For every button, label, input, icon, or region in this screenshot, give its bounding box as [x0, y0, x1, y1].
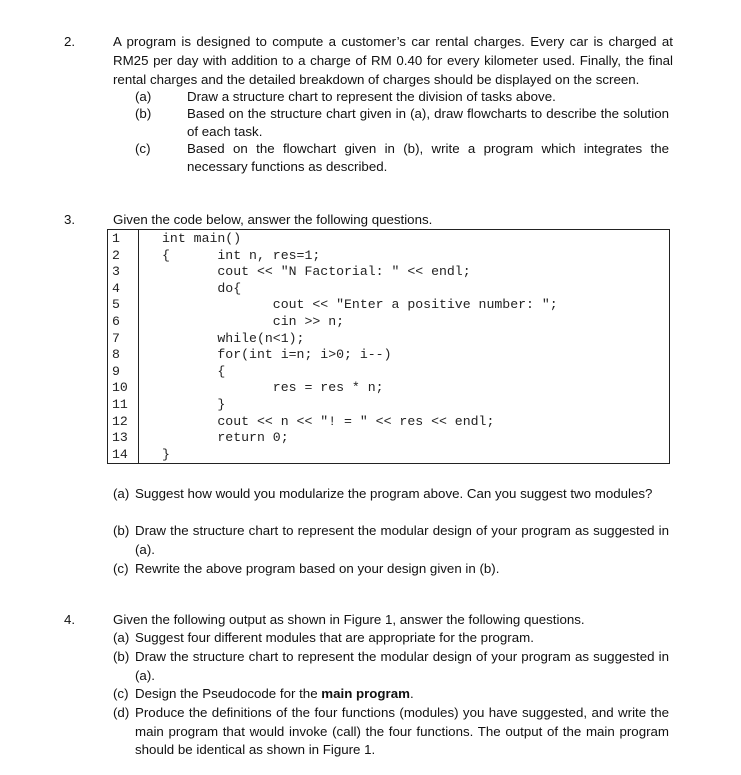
- part-label: (b): [135, 106, 152, 121]
- part-label: (b): [113, 523, 130, 538]
- line-number: 2: [112, 247, 120, 263]
- line-number: 13: [112, 430, 128, 446]
- code-line: [108, 297, 668, 314]
- question-3-number: 3.: [64, 212, 76, 227]
- part-text: Suggest how would you modularize the program above. Can you suggest two modules?: [135, 486, 653, 501]
- part-text: Based on the flowchart given in (b), write a program which integrates the necessary functions as described.: [187, 141, 669, 174]
- code-text: cout << "N Factorial: " << endl;: [162, 264, 471, 280]
- part-text: Rewrite the above program based on your design given in (b).: [135, 561, 500, 576]
- line-number: 14: [112, 446, 128, 462]
- part-text: Draw the structure chart to represent the modular design of your program as suggested in (a).: [135, 649, 669, 683]
- code-line: [108, 331, 668, 348]
- part-label: (a): [113, 630, 130, 645]
- part-text-after: .: [409, 686, 414, 701]
- code-line: [108, 248, 668, 265]
- part-label: (a): [113, 486, 130, 501]
- code-listing: [107, 229, 670, 464]
- part-label: (c): [135, 141, 151, 156]
- question-4-part-b: [113, 648, 669, 685]
- question-4-part-d: [113, 704, 669, 760]
- code-line: [108, 380, 668, 397]
- code-text: cout << "Enter a positive number: ";: [162, 297, 558, 313]
- code-line: [108, 347, 668, 364]
- part-label: (a): [135, 89, 152, 104]
- code-text: return 0;: [162, 430, 289, 446]
- part-text-before: Design the Pseudocode for the: [135, 686, 322, 701]
- part-label: (b): [113, 649, 130, 664]
- question-2-number: 2.: [64, 34, 76, 49]
- code-line: [108, 264, 668, 281]
- code-text: }: [162, 446, 170, 462]
- line-number: 9: [112, 363, 120, 379]
- code-text: cin >> n;: [162, 314, 345, 329]
- code-text: {: [162, 363, 226, 379]
- code-line: [108, 281, 668, 298]
- question-3-part-b: [113, 522, 669, 559]
- code-text: cout << n << "! = " << res << endl;: [162, 413, 495, 429]
- part-label: (c): [113, 686, 129, 701]
- line-number: 8: [112, 347, 120, 363]
- part-text: Draw the structure chart to represent the modular design of your program as suggested in (a).: [135, 523, 669, 557]
- code-line: [108, 414, 668, 431]
- part-label: (d): [113, 705, 130, 720]
- code-text: res = res * n;: [162, 380, 384, 396]
- question-4-part-c: [113, 685, 669, 704]
- question-4-number: 4.: [64, 612, 76, 627]
- code-text: for(int i=n; i>0; i--): [162, 347, 392, 363]
- code-text: int main(): [162, 231, 242, 246]
- question-3-part-a: [113, 485, 669, 504]
- code-line: [108, 447, 668, 464]
- code-line: [108, 397, 668, 414]
- code-text: do{: [162, 280, 242, 296]
- code-text: }: [162, 397, 226, 412]
- line-number: 10: [112, 380, 128, 396]
- line-number: 12: [112, 413, 128, 429]
- part-text: Produce the definitions of the four functions (modules) you have suggested, and write the main program that would invoke (call) the four functions. The output of the main program should be identical as shown in Figure 1.: [135, 705, 669, 757]
- code-line: [108, 364, 668, 381]
- question-3-intro: Given the code below, answer the following questions.: [113, 212, 433, 227]
- line-number: 5: [112, 297, 120, 313]
- code-line: [108, 430, 668, 447]
- part-text: Draw a structure chart to represent the division of tasks above.: [187, 89, 556, 104]
- part-text: Based on the structure chart given in (a), draw flowcharts to describe the solution of each task.: [187, 106, 669, 139]
- question-3-part-c: [113, 560, 669, 579]
- question-4-part-a: [113, 629, 669, 648]
- code-text: { int n, res=1;: [162, 247, 321, 263]
- part-text: Suggest four different modules that are appropriate for the program.: [135, 630, 534, 645]
- part-text: [135, 685, 669, 704]
- code-line: [108, 231, 668, 248]
- code-text: while(n<1);: [162, 330, 305, 346]
- main-program-bold: main program: [321, 686, 410, 701]
- line-number: 11: [112, 397, 128, 412]
- line-number: 4: [112, 280, 120, 296]
- question-2-intro: A program is designed to compute a customer’s car rental charges. Every car is charged at RM25 per day with addition to a charge of RM 0.40 for every kilometer used. Finally, the final rental charges and the detailed breakdown of charges should be displayed on the screen.: [113, 34, 673, 87]
- line-number: 1: [112, 231, 120, 246]
- line-number: 6: [112, 314, 120, 329]
- line-number: 3: [112, 264, 120, 280]
- code-line: [108, 314, 668, 331]
- question-4-intro: Given the following output as shown in Figure 1, answer the following questions.: [113, 612, 585, 627]
- line-number: 7: [112, 330, 120, 346]
- part-label: (c): [113, 561, 129, 576]
